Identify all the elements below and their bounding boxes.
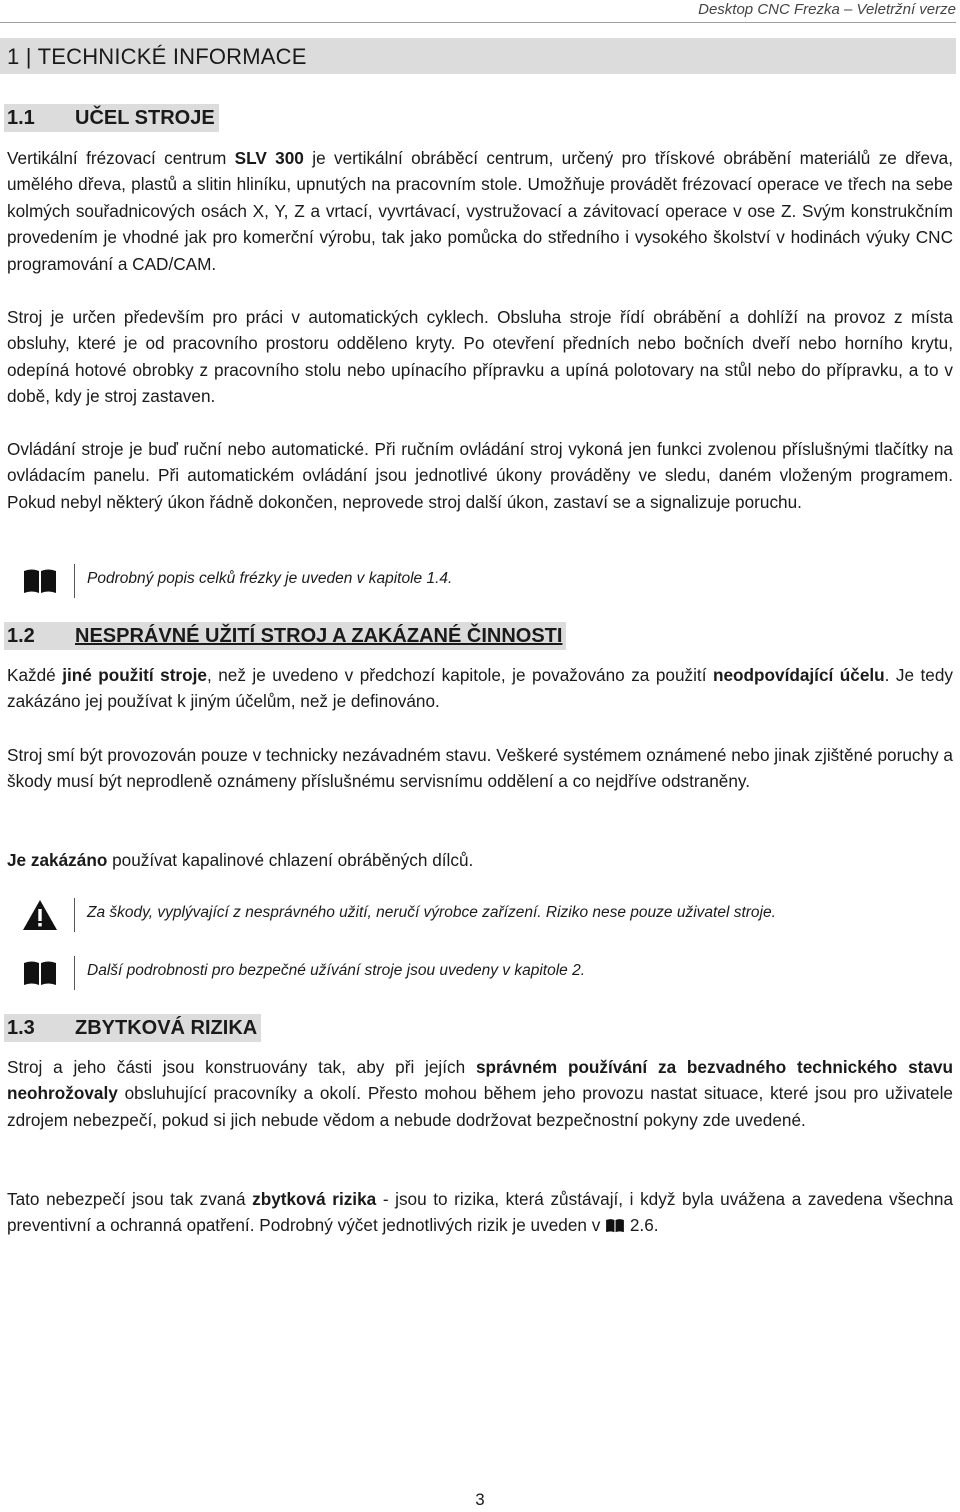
page-header (0, 0, 956, 23)
chapter-separator: | (25, 44, 32, 69)
note-divider (74, 956, 75, 990)
chapter-title (7, 44, 307, 70)
section-title: ZBYTKOVÁ RIZIKA (75, 1017, 258, 1039)
book-icon (605, 1214, 625, 1240)
warning-icon (22, 902, 58, 937)
section-1-1-paragraph-2: Stroj je určen především pro práci v automatických cyklech. Obsluha stroje řídí obrábění a dohlíží na provoz z místa obsluhy, které je od pracovního prostoru odděleno kryty. Po otevření předních nebo bočních dveří nebo horního krytu, odepíná hotové obrobky z pracovního stolu nebo upínacího přípravku a upíná polotovary na stůl nebo do přípravku, a to v době, kdy je stroj zastaven. (7, 307, 953, 407)
section-1-3-heading (4, 1014, 261, 1042)
section-1-3-paragraph-1: Stroj a jeho části jsou konstruovány tak, aby při jejích správném používání za bezvadného technického stavu neohrožovaly obsluhující pracovníky a okolí. Přesto mohou během jeho provozu nastat situace, které jsou pro uživatele zdrojem nebezpečí, pokud si jich nebude vědom a nebude dodržovat bezpečnostní pokyny zde uvedené. (7, 1057, 953, 1130)
section-1-2-heading (4, 622, 566, 650)
note-divider (74, 898, 75, 932)
section-title: NESPRÁVNÉ UŽITÍ STROJ A ZAKÁZANÉ ČINNOSTI (75, 625, 563, 647)
section-number: 1.2 (7, 625, 35, 647)
note-divider (74, 564, 75, 598)
reference-note-2 (22, 956, 952, 990)
section-1-1-paragraph-1: Vertikální frézovací centrum SLV 300 je vertikální obráběcí centrum, určený pro třískové obrábění materiálů ze dřeva, umělého dřeva, plastů a slitin hliníku, upnutých na pracovním stole. Umožňuje provádět frézovací operace ve třech na sebe kolmých souřadnicových osách X, Y, Z a vrtací, vyvrtávací, vystružovací a závitovací operace v ose Z. Svým konstrukčním provedením je vhodné jak pro komerční výrobu, tak jako pomůcka do středního i vysokého školství v hodinách výuky CNC programování a CAD/CAM. (7, 148, 954, 274)
section-1-2-paragraph-2: Stroj smí být provozován pouze v technicky nezávadném stavu. Veškeré systémem oznámené nebo jinak zjištěné poruchy a škody musí být neprodleně oznámeny příslušnému servisnímu oddělení a co nejdříve odstraněny. (7, 745, 953, 792)
section-1-2-paragraph-1: Každé jiné použití stroje, než je uvedeno v předchozí kapitole, je považováno za použití neodpovídající účelu. Je tedy zakázáno jej používat k jiným účelům, než je definováno. (7, 665, 954, 712)
section-1-3-paragraph-2: Tato nebezpečí jsou tak zvaná zbytková rizika - jsou to rizika, která zůstávají, i když byla uvážena a zavedena všechna preventivní a ochranná opatření. Podrobný výčet jednotlivých rizik je uveden v 2.6. (7, 1186, 953, 1241)
book-icon (22, 960, 58, 991)
chapter-number: 1 (7, 44, 20, 69)
section-1-1-heading (4, 104, 219, 132)
section-number: 1.3 (7, 1017, 35, 1039)
note-text: Další podrobnosti pro bezpečné užívání stroje jsou uvedeny v kapitole 2. (87, 962, 586, 979)
running-title: Desktop CNC Frezka – Veletržní verze (698, 1, 956, 18)
chapter-title-text: TECHNICKÉ INFORMACE (37, 44, 307, 69)
warning-note (22, 898, 952, 932)
book-icon (22, 568, 58, 599)
section-title: UČEL STROJE (75, 107, 215, 129)
page-number: 3 (475, 1490, 485, 1509)
section-1-1-paragraph-3: Ovládání stroje je buď ruční nebo automatické. Při ručním ovládání stroj vykoná jen funkci zvolenou příslušnými tlačítky na ovládacím panelu. Při automatickém ovládání jsou jednotlivé úkony prováděny ve sledu, daném vloženým programem. Pokud nebyl některý úkon řádně dokončen, neprovede stroj další úkon, zastaví se a signalizuje poruchu. (7, 439, 953, 512)
note-text: Podrobný popis celků frézky je uveden v kapitole 1.4. (87, 570, 453, 587)
reference-note-1 (22, 564, 952, 598)
section-1-2-paragraph-3: Je zakázáno používat kapalinové chlazení obráběných dílců. (7, 850, 474, 870)
note-text: Za škody, vyplývající z nesprávného užití, neručí výrobce zařízení. Riziko nese pouze uživatel stroje. (87, 904, 776, 921)
section-number: 1.1 (7, 107, 35, 129)
